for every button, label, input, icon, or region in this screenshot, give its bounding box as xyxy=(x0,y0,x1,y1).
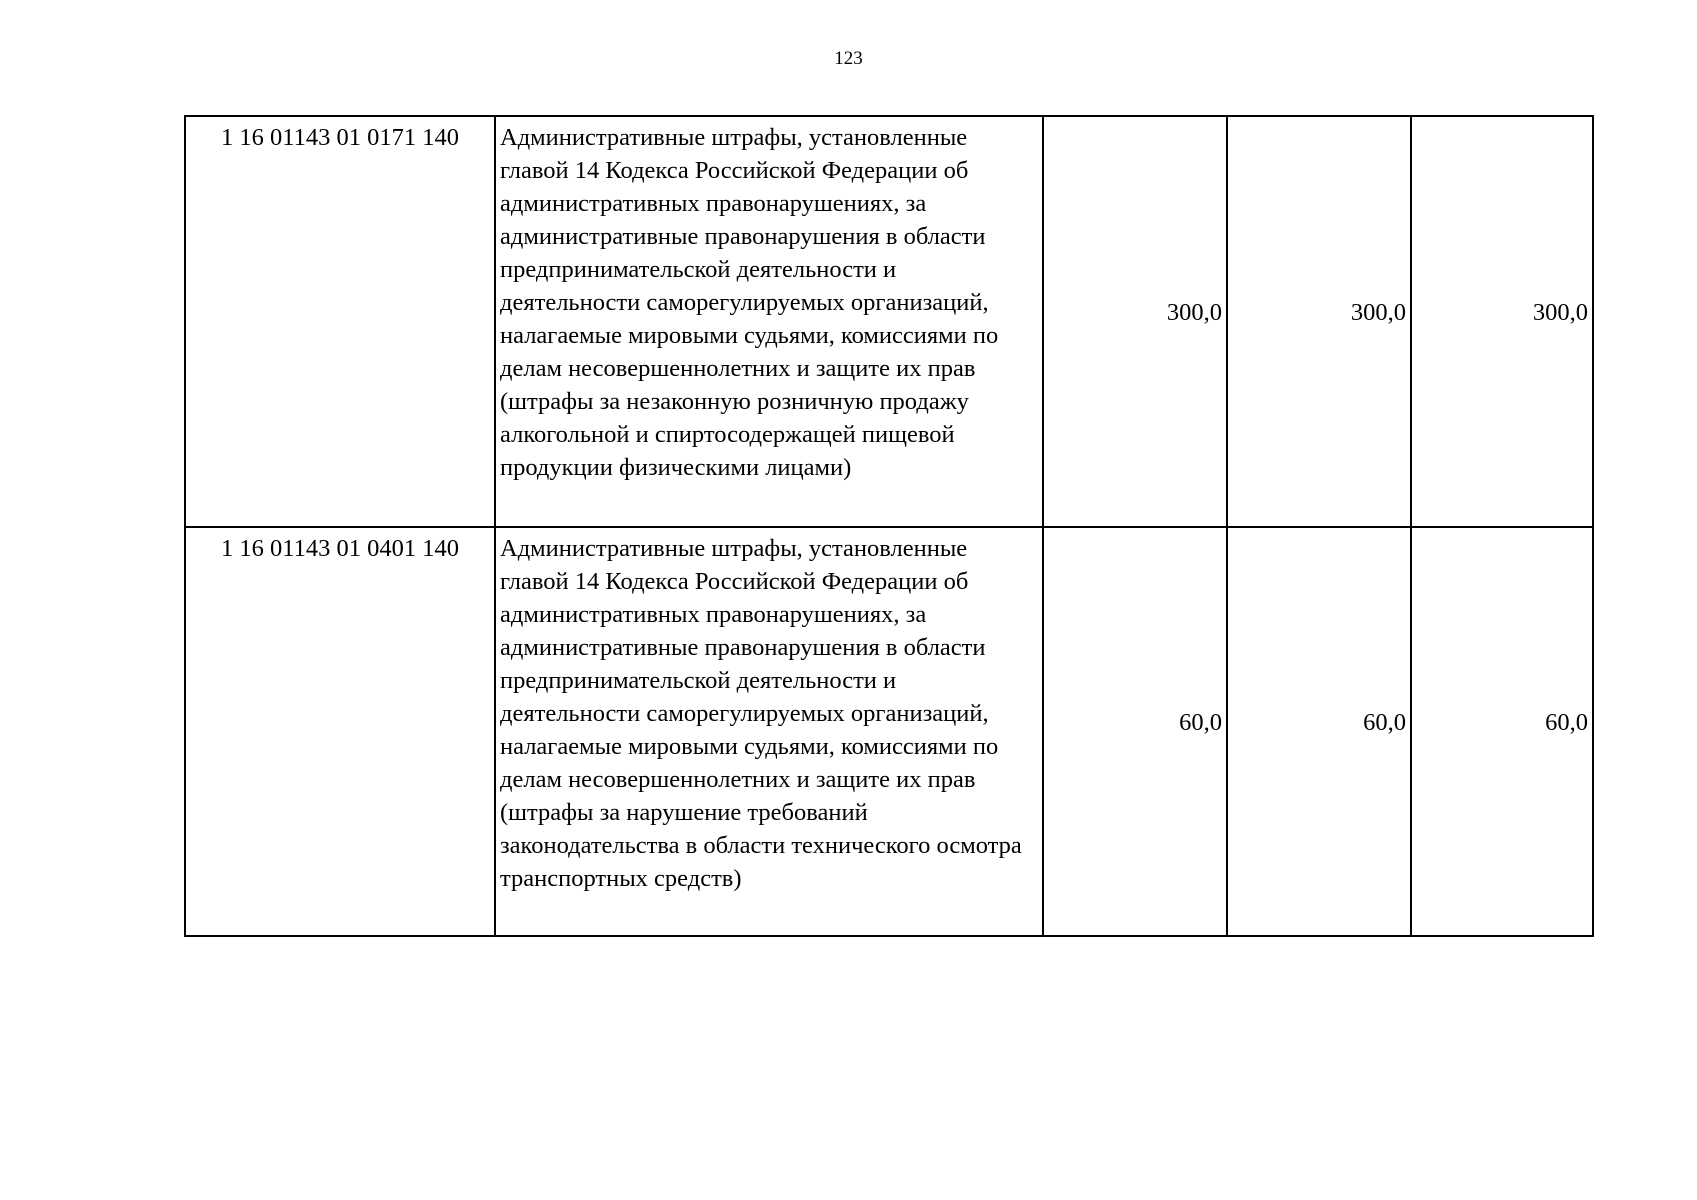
description-cell: Административные штрафы, установленные главой 14 Кодекса Российской Федерации об административных правонарушениях, за административные правонарушения в области предпринимательской деятельности и деятельности саморегулируемых организаций, налагаемые мировыми судьями, комиссиями по делам несовершеннолетних и защите их прав (штрафы за нарушение требований законодательства в области технического осмотра транспортных средств) xyxy=(495,527,1043,936)
table-row xyxy=(185,527,1593,936)
value-text: 60,0 xyxy=(1545,709,1588,736)
value-cell-1 xyxy=(1043,116,1227,527)
value-cell-3 xyxy=(1411,116,1593,527)
budget-code-cell: 1 16 01143 01 0171 140 xyxy=(185,116,495,527)
value-cell-2 xyxy=(1227,527,1411,936)
value-cell-2 xyxy=(1227,116,1411,527)
value-cell-1 xyxy=(1043,527,1227,936)
value-text: 300,0 xyxy=(1350,299,1406,326)
page-number: 123 xyxy=(834,48,863,69)
value-text: 60,0 xyxy=(1363,709,1406,736)
budget-table xyxy=(184,115,1594,937)
description-cell: Административные штрафы, установленные главой 14 Кодекса Российской Федерации об административных правонарушениях, за административные правонарушения в области предпринимательской деятельности и деятельности саморегулируемых организаций, налагаемые мировыми судьями, комиссиями по делам несовершеннолетних и защите их прав (штрафы за незаконную розничную продажу алкогольной и спиртосодержащей пищевой продукции физическими лицами) xyxy=(495,116,1043,527)
budget-code-cell: 1 16 01143 01 0401 140 xyxy=(185,527,495,936)
value-text: 300,0 xyxy=(1166,299,1222,326)
value-cell-3 xyxy=(1411,527,1593,936)
value-text: 300,0 xyxy=(1532,299,1588,326)
value-text: 60,0 xyxy=(1179,709,1222,736)
table-row xyxy=(185,116,1593,527)
